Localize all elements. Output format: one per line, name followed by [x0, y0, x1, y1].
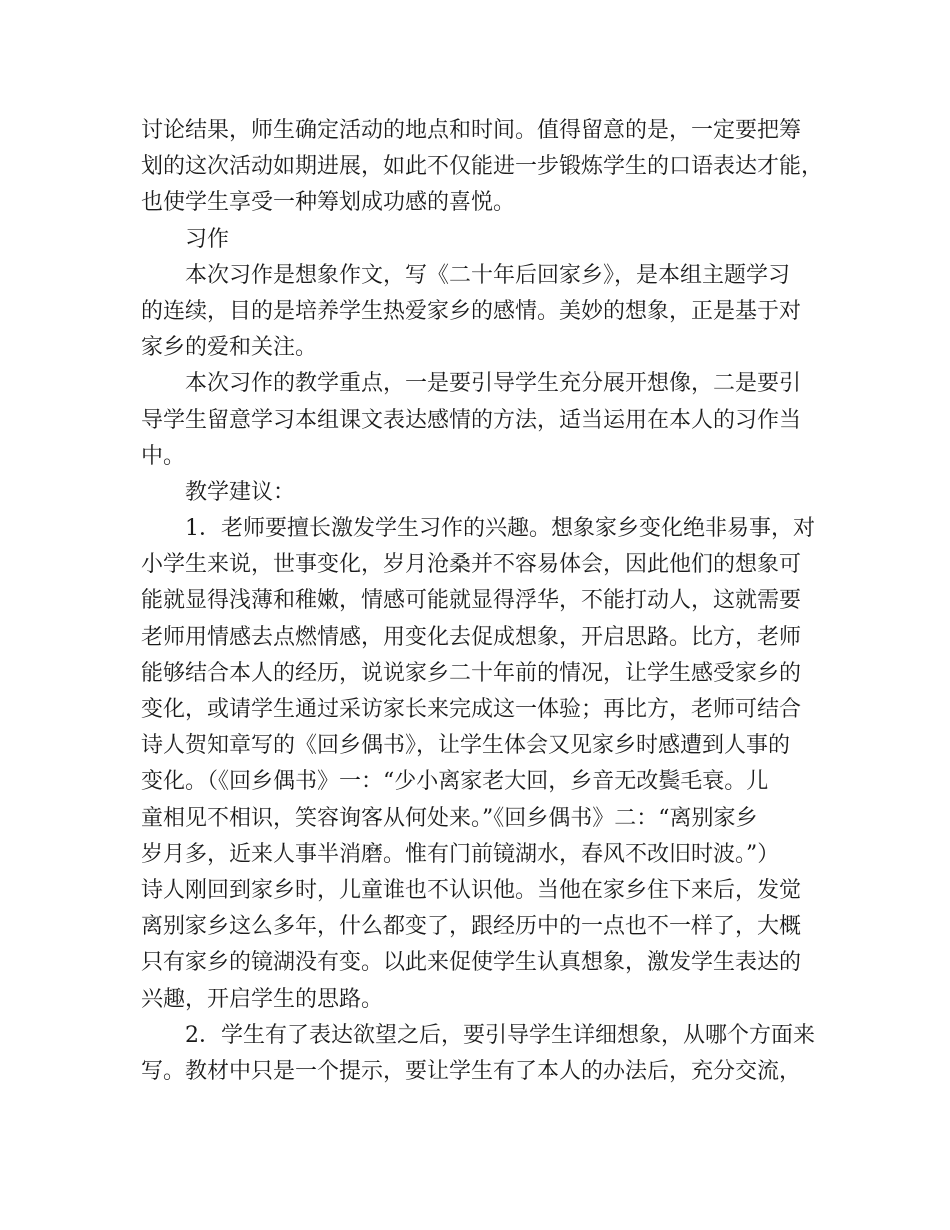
- text-line: 习作: [185, 226, 230, 252]
- text-line: 2．学生有了表达欲望之后，要引导学生详细想象，从哪个方面来: [185, 1022, 815, 1048]
- text-line: 兴趣，开启学生的思路。: [141, 986, 384, 1012]
- text-line: 岁月多，近来人事半消磨。惟有门前镜湖水，春风不改旧时波。”）: [141, 841, 780, 867]
- text-line: 写。教材中只是一个提示，要让学生有了本人的办法后，充分交流，: [141, 1058, 802, 1084]
- body-text: [141, 113, 831, 1090]
- paragraph: [141, 475, 831, 511]
- text-line: 能够结合本人的经历，说说家乡二十年前的情况，让学生感受家乡的: [141, 660, 802, 686]
- text-line: 导学生留意学习本组课文表达感情的方法，适当运用在本人的习作当: [141, 407, 802, 433]
- paragraph: [141, 1018, 831, 1090]
- paragraph: [141, 366, 831, 475]
- text-line: 本次习作的教学重点，一是要引导学生充分展开想像，二是要引: [185, 371, 802, 397]
- text-line: 老师用情感去点燃情感，用变化去促成想象，开启思路。比方，老师: [141, 624, 802, 650]
- paragraph: [141, 113, 831, 222]
- paragraph: [141, 222, 831, 258]
- text-line: 1．老师要擅长激发学生习作的兴趣。想象家乡变化绝非易事，对: [185, 516, 815, 542]
- paragraph: [141, 258, 831, 367]
- text-line: 中。: [141, 443, 186, 469]
- text-line: 只有家乡的镜湖没有变。以此来促使学生认真想象，激发学生表达的: [141, 950, 802, 976]
- text-line: 变化。（《回乡偶书》一：“少小离家老大回，乡音无改鬓毛衰。儿: [141, 769, 769, 795]
- text-line: 的连续，目的是培养学生热爱家乡的感情。美妙的想象，正是基于对: [141, 298, 802, 324]
- text-line: 离别家乡这么多年，什么都变了，跟经历中的一点也不一样了，大概: [141, 914, 802, 940]
- text-line: 童相见不相识，笑容询客从何处来。”《回乡偶书》二：“离别家乡: [141, 805, 758, 831]
- text-line: 讨论结果，师生确定活动的地点和时间。值得留意的是，一定要把筹: [141, 118, 802, 143]
- text-line: 诗人贺知章写的《回乡偶书》，让学生体会又见家乡时感遭到人事的: [141, 733, 791, 759]
- text-line: 本次习作是想象作文，写《二十年后回家乡》，是本组主题学习: [185, 262, 791, 288]
- text-line: 划的这次活动如期进展，如此不仅能进一步锻炼学生的口语表达才能，: [141, 154, 824, 180]
- text-line: 能就显得浅薄和稚嫩，情感可能就显得浮华，不能打动人，这就需要: [141, 588, 802, 614]
- text-line: 也使学生享受一种筹划成功感的喜悦。: [141, 190, 516, 216]
- paragraph: [141, 511, 831, 1018]
- text-line: 诗人刚回到家乡时，儿童谁也不认识他。当他在家乡住下来后，发觉: [141, 877, 802, 903]
- text-line: 小学生来说，世事变化，岁月沧桑并不容易体会，因此他们的想象可: [141, 552, 802, 578]
- text-line: 变化，或请学生通过采访家长来完成这一体验；再比方，老师可结合: [141, 697, 802, 722]
- text-line: 教学建议：: [185, 479, 296, 505]
- text-line: 家乡的爱和关注。: [141, 335, 318, 361]
